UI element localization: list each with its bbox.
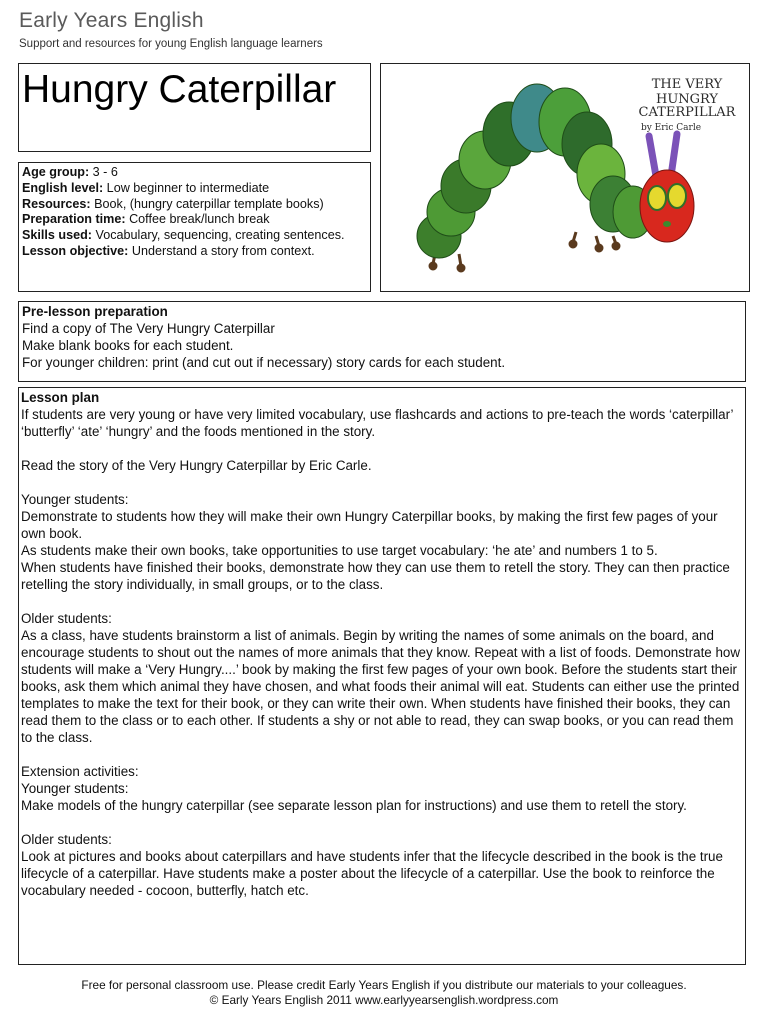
site-brand: Early Years English <box>19 9 204 32</box>
pre-lesson-line: Make blank books for each student. <box>22 338 234 353</box>
pre-lesson-line: For younger children: print (and cut out if necessary) story cards for each student. <box>22 355 506 370</box>
younger-students-heading: Younger students: <box>21 492 129 507</box>
info-row-prep-time <box>22 212 367 228</box>
extension-older-text: Look at pictures and books about caterpillars and have students infer that the lifecycle described in the book is the true lifecycle of a caterpillar. Have students make a poster about the lifecycle of a caterpillar. Use the book to reinforce the vocabulary needed - cocoon, butterfly, hatch etc. <box>21 849 723 898</box>
info-value: Low beginner to intermediate <box>103 180 270 195</box>
book-cover-image <box>380 63 750 292</box>
cover-author: by Eric Carle <box>640 123 702 133</box>
younger-step: Demonstrate to students how they will make their own Hungry Caterpillar books, by making the first few pages of your own book. <box>21 509 718 541</box>
info-label: Lesson objective: <box>22 243 129 258</box>
info-value: Understand a story from context. <box>128 243 315 258</box>
info-row-objective <box>22 244 367 260</box>
extension-older-heading: Older students: <box>21 832 112 847</box>
footer-notice: Free for personal classroom use. Please credit Early Years English if you distribute our materials to your colleagues. <box>81 978 687 992</box>
info-row-level <box>22 181 367 197</box>
info-row-resources <box>22 197 367 213</box>
info-label: Age group: <box>22 165 90 179</box>
pre-lesson-section <box>18 301 746 382</box>
info-label: Preparation time: <box>22 212 126 227</box>
extension-heading: Extension activities: <box>21 764 139 779</box>
info-row-skills <box>22 228 367 244</box>
lesson-plan-read: Read the story of the Very Hungry Caterpillar by Eric Carle. <box>21 458 372 473</box>
younger-step: As students make their own books, take opportunities to use target vocabulary: ‘he ate’ and numbers 1 to 5. <box>21 543 658 558</box>
info-label: Skills used: <box>22 228 92 243</box>
lesson-plan-section <box>18 387 746 965</box>
cover-title-line1: THE VERY <box>651 77 723 92</box>
info-value: 3 - 6 <box>89 165 118 179</box>
caterpillar-illustration <box>381 64 749 291</box>
info-value: Coffee break/lunch break <box>125 212 270 227</box>
extension-younger-heading: Younger students: <box>21 781 129 796</box>
footer-copyright: © Early Years English 2011 www.earlyyearsenglish.wordpress.com <box>209 993 559 1007</box>
pre-lesson-line: Find a copy of The Very Hungry Caterpillar <box>22 321 275 336</box>
extension-younger-text: Make models of the hungry caterpillar (see separate lesson plan for instructions) and use them to retell the story. <box>21 798 687 813</box>
lesson-info-box <box>18 162 371 292</box>
older-students-heading: Older students: <box>21 611 112 626</box>
cover-title-line3: CATERPILLAR <box>638 105 736 120</box>
lesson-plan-intro: If students are very young or have very limited vocabulary, use flashcards and actions to pre-teach the words ‘caterpillar’ ‘butterfly’ ‘ate’ ‘hungry’ and the foods mentioned in the story. <box>21 407 734 439</box>
lesson-plan-heading: Lesson plan <box>21 390 100 405</box>
info-label: Resources: <box>22 196 91 211</box>
title-box <box>18 63 371 152</box>
page-title: Hungry Caterpillar <box>22 68 337 111</box>
cover-title-line2: HUNGRY <box>655 92 719 107</box>
younger-step: When students have finished their books, demonstrate how they can use them to retell the story. They can then practice retelling the story individually, in small groups, or to the class. <box>21 560 730 592</box>
site-tagline: Support and resources for young English language learners <box>19 38 323 50</box>
pre-lesson-heading: Pre-lesson preparation <box>22 304 168 319</box>
info-value: Book, (hungry caterpillar template books) <box>90 196 324 211</box>
info-row-age <box>22 165 367 181</box>
info-label: English level: <box>22 180 104 195</box>
older-step: As a class, have students brainstorm a list of animals. Begin by writing the names of some animals on the board, and encourage students to shout out the names of more animals that they know. Repeat with a list of foods. Demonstrate how students will make a ‘Very Hungry....’ book by making the first few pages of your own book. Before the students start their books, ask them which animal they have chosen, and what foods their animal will eat. Students can either use the printed templates to make the text for their book, or they can write their own. When students have finished their books, they can read them to the class or to each other. If students a shy or not able to read, they can swap books, or you can read them to the class. <box>21 628 741 745</box>
info-value: Vocabulary, sequencing, creating sentences. <box>92 228 345 243</box>
